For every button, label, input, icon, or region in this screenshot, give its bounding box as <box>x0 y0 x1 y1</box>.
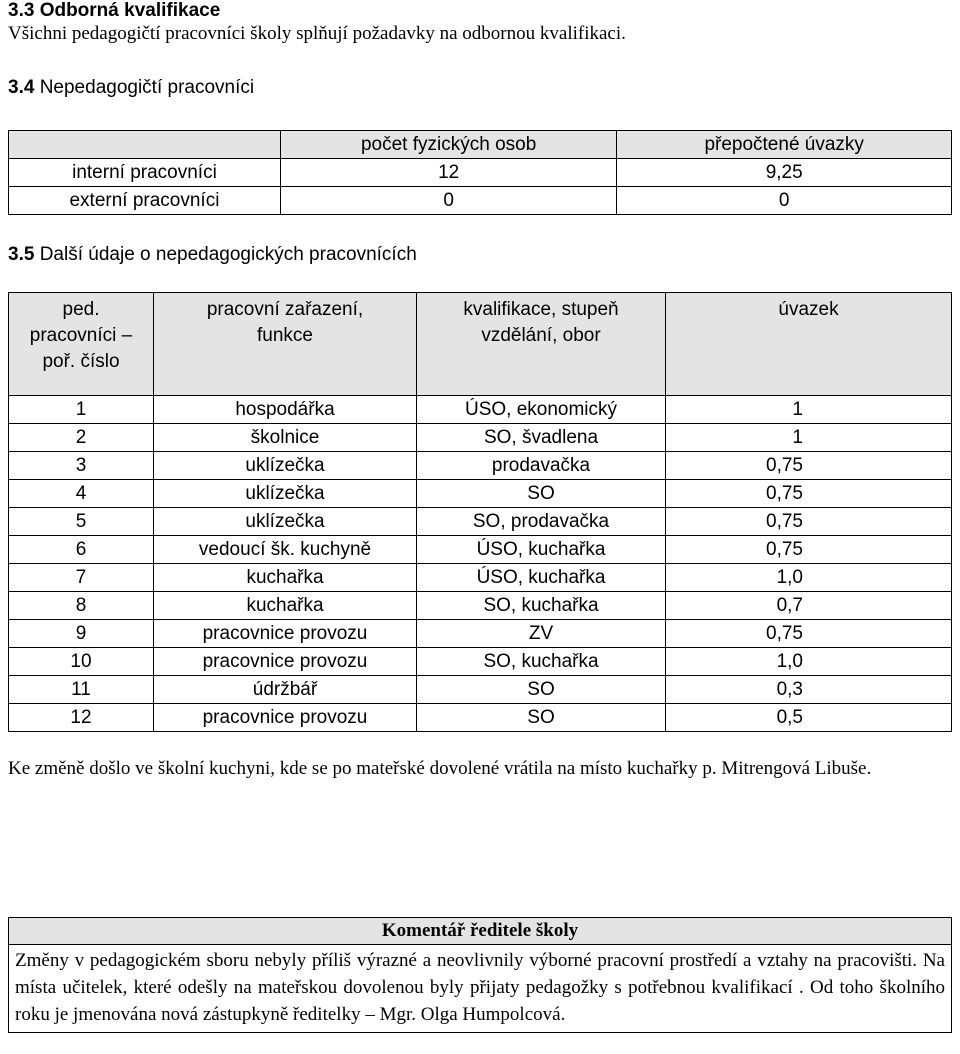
table-row <box>9 648 952 676</box>
row-role: uklízečka <box>154 452 417 480</box>
row-workload: 1,0 <box>666 648 952 676</box>
row-qualification: ÚSO, kuchařka <box>417 564 666 592</box>
table-row <box>9 452 952 480</box>
row-fte: 0 <box>617 187 952 215</box>
row-role: vedoucí šk. kuchyně <box>154 536 417 564</box>
row-role: pracovnice provozu <box>154 620 417 648</box>
row-workload: 0,7 <box>666 592 952 620</box>
header-line: pracovní zařazení, <box>206 299 364 320</box>
row-role: uklízečka <box>154 480 417 508</box>
section-3-4-number: 3.4 <box>8 77 35 98</box>
header-line: poř. číslo <box>42 351 120 372</box>
section-3-5-heading <box>8 243 417 267</box>
table-row <box>9 620 952 648</box>
row-order-number: 1 <box>9 396 154 424</box>
row-order-number: 9 <box>9 620 154 648</box>
row-qualification: ÚSO, ekonomický <box>417 396 666 424</box>
row-workload: 0,75 <box>666 452 952 480</box>
table-row <box>9 704 952 732</box>
row-role: hospodářka <box>154 396 417 424</box>
header-role <box>154 293 417 396</box>
row-qualification: SO <box>417 704 666 732</box>
row-qualification: SO, švadlena <box>417 424 666 452</box>
section-3-4-title: Nepedagogičtí pracovníci <box>39 77 255 98</box>
row-order-number: 8 <box>9 592 154 620</box>
row-order-number: 3 <box>9 452 154 480</box>
header-line: úvazek <box>778 299 839 320</box>
row-order-number: 10 <box>9 648 154 676</box>
header-workload <box>666 293 952 396</box>
header-qualification <box>417 293 666 396</box>
row-workload: 1,0 <box>666 564 952 592</box>
row-order-number: 12 <box>9 704 154 732</box>
row-workload: 0,5 <box>666 704 952 732</box>
row-role: pracovnice provozu <box>154 648 417 676</box>
table-row <box>9 536 952 564</box>
row-qualification: prodavačka <box>417 452 666 480</box>
row-workload: 0,75 <box>666 508 952 536</box>
row-order-number: 5 <box>9 508 154 536</box>
table-header-row <box>9 293 952 396</box>
table-row <box>9 480 952 508</box>
row-count: 12 <box>280 159 616 187</box>
staff-count-table <box>8 130 952 215</box>
row-workload: 0,75 <box>666 480 952 508</box>
header-fte: přepočtené úvazky <box>617 131 952 159</box>
section-3-3-heading: 3.3 Odborná kvalifikace <box>8 0 221 21</box>
row-qualification: SO, prodavačka <box>417 508 666 536</box>
table-header-row <box>9 131 952 159</box>
row-label: interní pracovníci <box>9 159 281 187</box>
header-line: kvalifikace, stupeň <box>463 299 619 320</box>
table-row <box>9 187 952 215</box>
director-comment-box <box>8 917 952 1033</box>
row-role: pracovnice provozu <box>154 704 417 732</box>
row-order-number: 4 <box>9 480 154 508</box>
kitchen-change-note: Ke změně došlo ve školní kuchyni, kde se po mateřské dovolené vrátila na místo kuchařky p. Mitrengová Libuše. <box>8 758 872 779</box>
table-body <box>9 396 952 732</box>
row-order-number: 11 <box>9 676 154 704</box>
row-qualification: ÚSO, kuchařka <box>417 536 666 564</box>
row-qualification: SO, kuchařka <box>417 648 666 676</box>
table-row <box>9 159 952 187</box>
row-qualification: ZV <box>417 620 666 648</box>
row-role: školnice <box>154 424 417 452</box>
table-row <box>9 592 952 620</box>
row-role: údržbář <box>154 676 417 704</box>
director-comment-title: Komentář ředitele školy <box>9 918 951 945</box>
header-line: ped. <box>62 299 100 320</box>
row-workload: 0,3 <box>666 676 952 704</box>
row-role: kuchařka <box>154 564 417 592</box>
row-order-number: 2 <box>9 424 154 452</box>
header-count: počet fyzických osob <box>280 131 616 159</box>
table-row <box>9 508 952 536</box>
section-3-5-number: 3.5 <box>8 244 35 265</box>
row-workload: 1 <box>666 396 952 424</box>
table-row <box>9 676 952 704</box>
row-qualification: SO, kuchařka <box>417 592 666 620</box>
row-qualification: SO <box>417 480 666 508</box>
row-workload: 0,75 <box>666 536 952 564</box>
row-workload: 0,75 <box>666 620 952 648</box>
row-role: uklízečka <box>154 508 417 536</box>
section-3-4-heading <box>8 76 254 100</box>
header-line: funkce <box>257 325 313 346</box>
non-teaching-staff-table <box>8 292 952 732</box>
row-count: 0 <box>280 187 616 215</box>
table-row <box>9 396 952 424</box>
header-order-number <box>9 293 154 396</box>
table-row <box>9 424 952 452</box>
section-3-5-title: Další údaje o nepedagogických pracovnících <box>39 244 417 265</box>
row-qualification: SO <box>417 676 666 704</box>
section-3-3-text: Všichni pedagogičtí pracovníci školy splňují požadavky na odbornou kvalifikaci. <box>8 23 626 44</box>
row-role: kuchařka <box>154 592 417 620</box>
header-line: pracovníci – <box>29 325 133 346</box>
row-order-number: 7 <box>9 564 154 592</box>
director-comment-text: Změny v pedagogickém sboru nebyly příliš výrazné a neovlivnily výborné pracovní prostředí a vztahy na pracovišti. Na místa učitelek, které odešly na mateřskou dovolenou byly přijaty pedagožky s potřebnou kvalifikací . Od toho školního roku je jmenována nová zástupkyně ředitelky – Mgr. Olga Humpolcová. <box>15 950 945 1025</box>
row-fte: 9,25 <box>617 159 952 187</box>
row-order-number: 6 <box>9 536 154 564</box>
table-row <box>9 564 952 592</box>
header-empty <box>9 131 281 159</box>
row-label: externí pracovníci <box>9 187 281 215</box>
header-line: vzdělání, obor <box>481 325 601 346</box>
row-workload: 1 <box>666 424 952 452</box>
